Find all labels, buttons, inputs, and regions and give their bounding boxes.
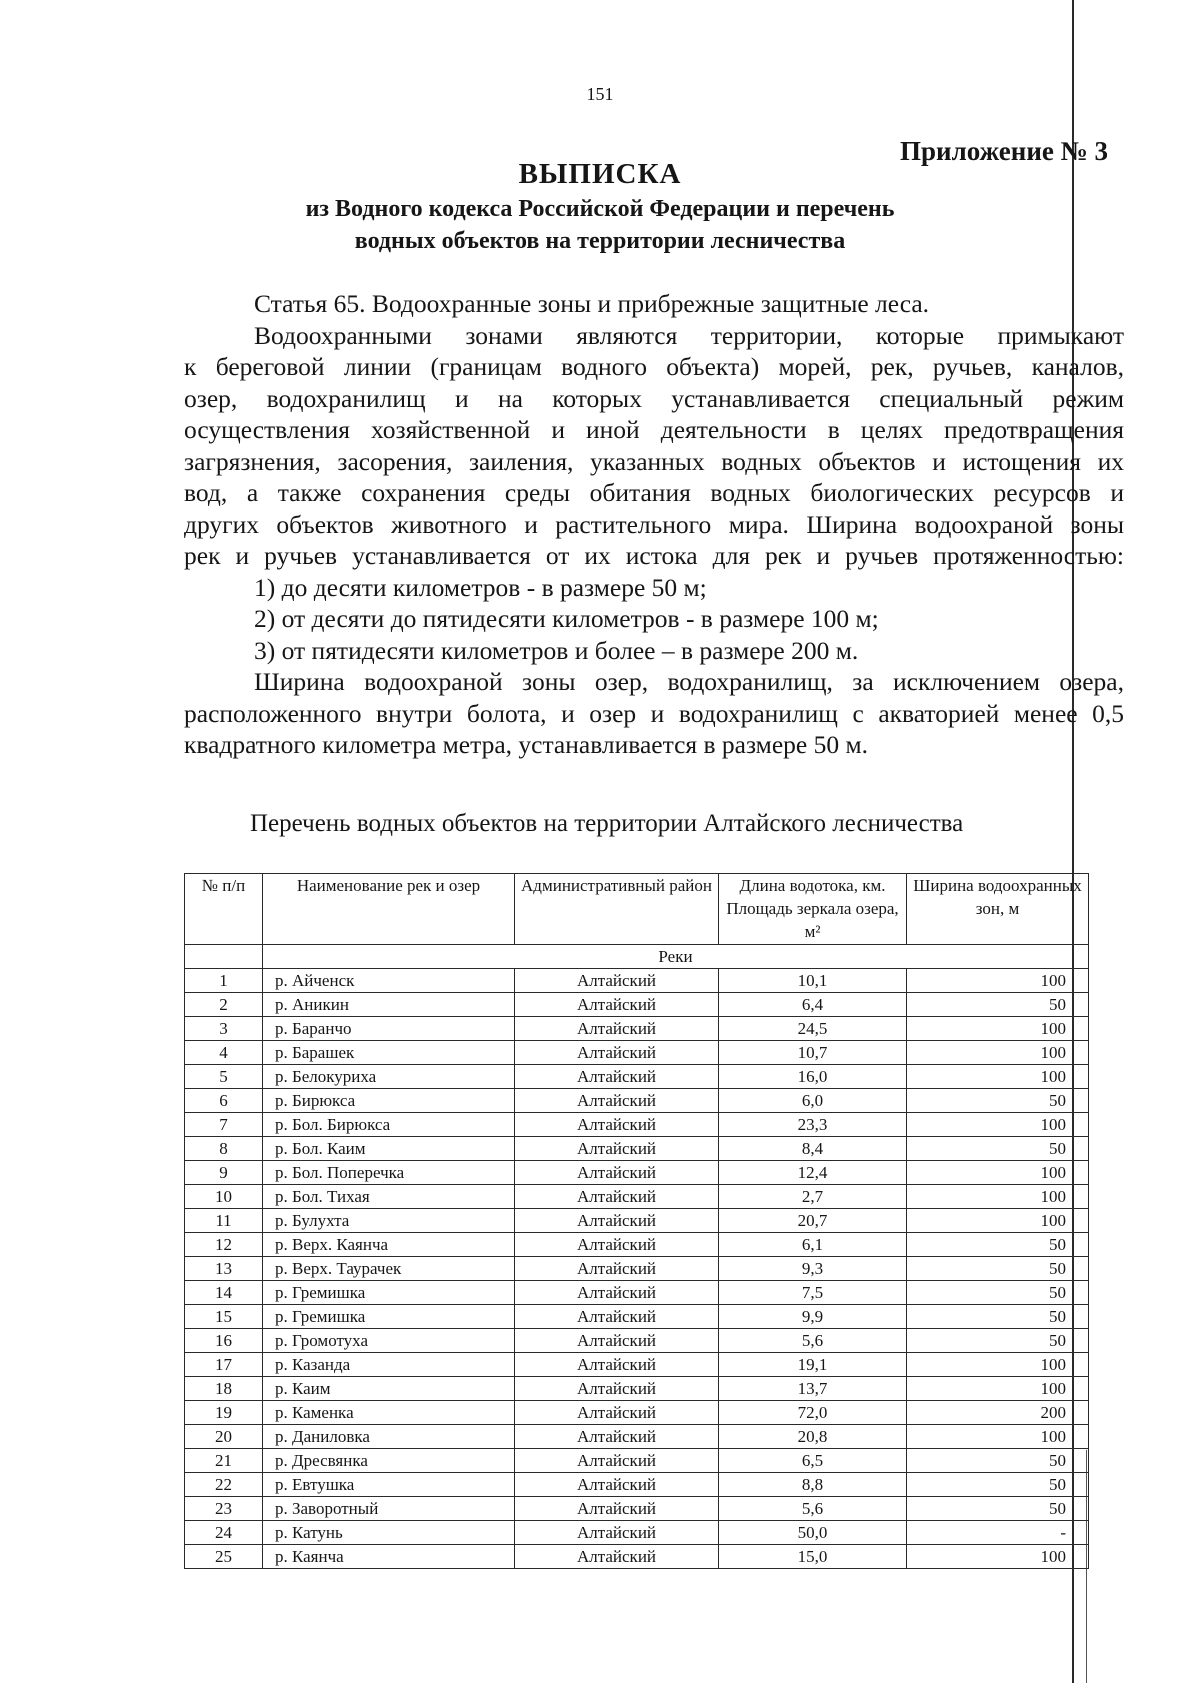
table-row [185,1017,1089,1041]
article-line: осуществления хозяйственной и иной деятельности в целях предотвращения [184,415,1124,444]
table-row [185,993,1089,1017]
cell-width: 50 [907,1137,1089,1161]
cell-district: Алтайский [515,1305,719,1329]
article-line: к береговой линии (границам водного объекта) морей, рек, ручьев, каналов, [184,352,1124,381]
cell-num: 5 [185,1065,263,1089]
article-text [184,288,1124,761]
cell-length: 10,7 [719,1041,907,1065]
cell-width: 100 [907,1065,1089,1089]
cell-width: 50 [907,1233,1089,1257]
table-row [185,1401,1089,1425]
cell-num: 17 [185,1353,263,1377]
cell-district: Алтайский [515,1185,719,1209]
cell-name: р. Катунь [263,1521,515,1545]
cell-name: р. Барашек [263,1041,515,1065]
cell-name: р. Заворотный [263,1497,515,1521]
table-row [185,1233,1089,1257]
cell-length: 13,7 [719,1377,907,1401]
header-district: Административный район [515,874,719,945]
table-row [185,1305,1089,1329]
cell-district: Алтайский [515,1113,719,1137]
cell-length: 24,5 [719,1017,907,1041]
cell-length: 9,3 [719,1257,907,1281]
cell-length: 6,1 [719,1233,907,1257]
cell-name: р. Каим [263,1377,515,1401]
cell-district: Алтайский [515,1137,719,1161]
cell-width: 50 [907,1305,1089,1329]
section-empty-cell [185,945,263,969]
cell-name: р. Казанда [263,1353,515,1377]
cell-district: Алтайский [515,1209,719,1233]
cell-width: 200 [907,1401,1089,1425]
cell-name: р. Бирюкса [263,1089,515,1113]
cell-length: 5,6 [719,1329,907,1353]
table-row [185,1161,1089,1185]
section-row [185,945,1089,969]
cell-name: р. Каменка [263,1401,515,1425]
cell-num: 3 [185,1017,263,1041]
cell-district: Алтайский [515,1401,719,1425]
cell-length: 9,9 [719,1305,907,1329]
cell-num: 2 [185,993,263,1017]
cell-district: Алтайский [515,969,719,993]
cell-name: р. Булухта [263,1209,515,1233]
cell-width: 50 [907,1449,1089,1473]
cell-width: 50 [907,1257,1089,1281]
article-list-item: 1) до десяти километров - в размере 50 м; [254,572,707,602]
cell-num: 9 [185,1161,263,1185]
cell-district: Алтайский [515,1473,719,1497]
cell-width: 100 [907,969,1089,993]
article-line: расположенного внутри болота, и озер и водохранилищ с акваторией менее 0,5 [184,698,1124,728]
table-row [185,1209,1089,1233]
cell-width: 100 [907,1041,1089,1065]
cell-num: 23 [185,1497,263,1521]
cell-width: 50 [907,993,1089,1017]
table-row [185,1329,1089,1353]
cell-district: Алтайский [515,1065,719,1089]
table-row [185,1497,1089,1521]
cell-num: 19 [185,1401,263,1425]
cell-name: р. Громотуха [263,1329,515,1353]
cell-name: р. Гремишка [263,1305,515,1329]
cell-width: 100 [907,1545,1089,1569]
cell-name: р. Бол. Каим [263,1137,515,1161]
table-row [185,1521,1089,1545]
cell-num: 24 [185,1521,263,1545]
cell-length: 20,8 [719,1425,907,1449]
cell-width: 50 [907,1473,1089,1497]
table-row [185,1041,1089,1065]
cell-width: 100 [907,1161,1089,1185]
article-line: Ширина водоохраной зоны озер, водохранилищ, за исключением озера, [254,667,1124,696]
article-line: вод, а также сохранения среды обитания водных биологических ресурсов и [184,478,1124,507]
cell-width: 100 [907,1353,1089,1377]
table-row [185,1137,1089,1161]
appendix-label: Приложение № 3 [900,136,1108,166]
cell-district: Алтайский [515,1257,719,1281]
cell-num: 21 [185,1449,263,1473]
cell-length: 19,1 [719,1353,907,1377]
table-row [185,1545,1089,1569]
cell-district: Алтайский [515,1017,719,1041]
cell-num: 7 [185,1113,263,1137]
cell-num: 16 [185,1329,263,1353]
header-num: № п/п [185,874,263,945]
cell-width: 50 [907,1329,1089,1353]
article-list-item: 2) от десяти до пятидесяти километров - в размере 100 м; [254,604,879,633]
cell-length: 8,8 [719,1473,907,1497]
cell-name: р. Дресвянка [263,1449,515,1473]
cell-num: 22 [185,1473,263,1497]
table-row [185,1089,1089,1113]
cell-length: 7,5 [719,1281,907,1305]
article-line: озер, водохранилищ и на которых устанавливается специальный режим [184,383,1124,413]
page-number: 151 [586,84,614,104]
table-row [185,1353,1089,1377]
document-subtitle-line1: из Водного кодекса Российской Федерации и перечень [305,196,895,222]
table-row [185,1377,1089,1401]
cell-num: 20 [185,1425,263,1449]
cell-name: р. Аникин [263,993,515,1017]
cell-length: 16,0 [719,1065,907,1089]
cell-length: 6,0 [719,1089,907,1113]
cell-district: Алтайский [515,1329,719,1353]
cell-length: 23,3 [719,1113,907,1137]
cell-name: р. Верх. Каянча [263,1233,515,1257]
cell-width: 100 [907,1113,1089,1137]
cell-name: р. Белокуриха [263,1065,515,1089]
cell-name: р. Даниловка [263,1425,515,1449]
water-objects-table [184,873,1089,1569]
cell-district: Алтайский [515,1089,719,1113]
article-line: Водоохранными зонами являются территории, которые примыкают [254,320,1124,350]
cell-district: Алтайский [515,1041,719,1065]
cell-length: 15,0 [719,1545,907,1569]
table-body [185,945,1089,1569]
cell-name: р. Каянча [263,1545,515,1569]
cell-width: 100 [907,1209,1089,1233]
article-heading: Статья 65. Водоохранные зоны и прибрежные защитные леса. [254,289,930,318]
cell-name: р. Евтушка [263,1473,515,1497]
table-row [185,1113,1089,1137]
cell-district: Алтайский [515,1425,719,1449]
section-label: Реки [263,945,1089,969]
cell-width: 100 [907,1425,1089,1449]
article-line: рек и ручьев устанавливается от их истока для рек и ручьев протяженностью: [184,541,1124,570]
article-line: других объектов животного и растительного мира. Ширина водоохраной зоны [184,509,1124,539]
cell-district: Алтайский [515,1545,719,1569]
cell-num: 10 [185,1185,263,1209]
cell-district: Алтайский [515,1161,719,1185]
cell-name: р. Бол. Бирюкса [263,1113,515,1137]
water-objects-list-title: Перечень водных объектов на территории Алтайского лесничества [250,810,964,837]
cell-width: 100 [907,1185,1089,1209]
cell-name: р. Айченск [263,969,515,993]
header-length: Длина водотока, км. Площадь зеркала озера, м² [719,874,907,945]
document-subtitle-line2: водных объектов на территории лесничества [354,228,846,254]
cell-district: Алтайский [515,1521,719,1545]
cell-width: - [907,1521,1089,1545]
header-width: Ширина водоохранных зон, м [907,874,1089,945]
cell-district: Алтайский [515,1233,719,1257]
cell-district: Алтайский [515,1353,719,1377]
table-row [185,1473,1089,1497]
cell-num: 14 [185,1281,263,1305]
cell-num: 15 [185,1305,263,1329]
cell-name: р. Верх. Таурачек [263,1257,515,1281]
cell-num: 25 [185,1545,263,1569]
cell-district: Алтайский [515,1281,719,1305]
cell-name: р. Гремишка [263,1281,515,1305]
article-line: загрязнения, засорения, заиления, указанных водных объектов и истощения их [184,446,1124,476]
cell-length: 12,4 [719,1161,907,1185]
article-line: квадратного километра метра, устанавливается в размере 50 м. [184,730,868,759]
document-title: ВЫПИСКА [518,158,682,190]
cell-district: Алтайский [515,1377,719,1401]
table-header-row [185,874,1089,945]
cell-name: р. Бол. Тихая [263,1185,515,1209]
table-row [185,1257,1089,1281]
cell-length: 10,1 [719,969,907,993]
cell-num: 8 [185,1137,263,1161]
cell-num: 1 [185,969,263,993]
cell-length: 8,4 [719,1137,907,1161]
cell-length: 6,4 [719,993,907,1017]
cell-length: 6,5 [719,1449,907,1473]
cell-num: 11 [185,1209,263,1233]
cell-width: 100 [907,1377,1089,1401]
cell-num: 12 [185,1233,263,1257]
cell-num: 4 [185,1041,263,1065]
table-row [185,1281,1089,1305]
cell-name: р. Баранчо [263,1017,515,1041]
cell-district: Алтайский [515,1497,719,1521]
article-list-item: 3) от пятидесяти километров и более – в размере 200 м. [254,635,859,665]
cell-district: Алтайский [515,993,719,1017]
cell-width: 100 [907,1017,1089,1041]
cell-length: 5,6 [719,1497,907,1521]
cell-num: 13 [185,1257,263,1281]
table-row [185,1185,1089,1209]
cell-length: 2,7 [719,1185,907,1209]
cell-name: р. Бол. Поперечка [263,1161,515,1185]
cell-num: 6 [185,1089,263,1113]
cell-width: 50 [907,1281,1089,1305]
cell-length: 50,0 [719,1521,907,1545]
table-row [185,1065,1089,1089]
cell-length: 72,0 [719,1401,907,1425]
header-name: Наименование рек и озер [263,874,515,945]
cell-width: 50 [907,1497,1089,1521]
cell-num: 18 [185,1377,263,1401]
cell-district: Алтайский [515,1449,719,1473]
table-row [185,1425,1089,1449]
cell-width: 50 [907,1089,1089,1113]
table-row [185,969,1089,993]
table-row [185,1449,1089,1473]
cell-length: 20,7 [719,1209,907,1233]
